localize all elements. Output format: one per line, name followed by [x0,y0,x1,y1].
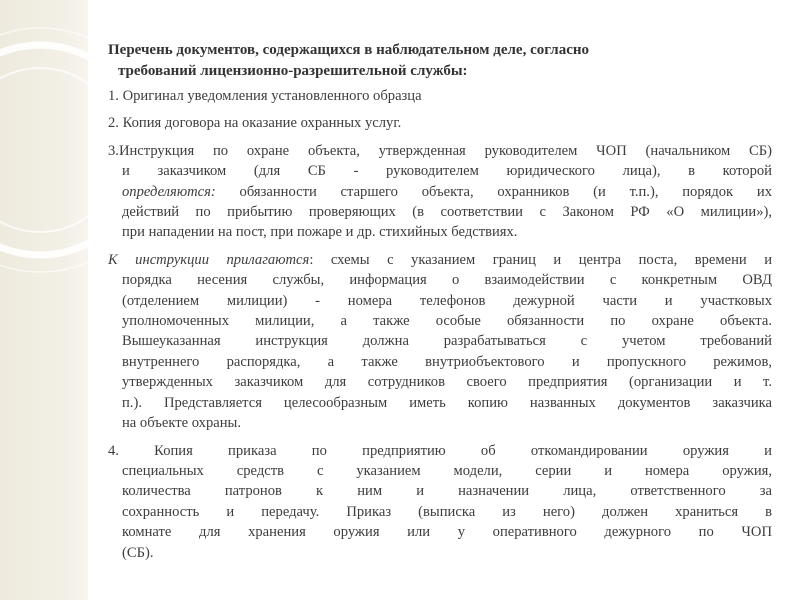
title-line-2: требований лицензионно-разрешительной службы: [118,63,468,79]
item4-line-3: количества патронов к ним и назначении лица, ответственного за [122,483,772,500]
attach-line-8: п.). Представляется целесообразным иметь копию названных документов заказчика [122,394,772,411]
item4-line-5: комнате для хранения оружия или у оперативного дежурного по ЧОП [122,524,772,541]
item3-line-3 [108,182,772,202]
attachments-paragraph [108,250,772,434]
list-item-2: 2. Копия договора на оказание охранных услуг. [108,115,402,132]
attach-line-5: Вышеуказанная инструкция должна разрабатываться с учетом требований [122,333,772,350]
item3-italic-word: определяются: [122,183,216,200]
item4-line-6: (СБ). [122,544,154,561]
item3-line-5: при нападении на пост, при пожаре и др. стихийных бедствиях. [122,224,518,241]
attach-line-2: порядка несения службы, информация о взаимодействии с конкретным ОВД [122,272,772,289]
item4-line-1: 4. Копия приказа по предприятию об откомандировании оружия и [108,442,772,459]
item4-line-2: специальных средств с указанием модели, серии и номера оружия, [122,462,772,479]
document-content [108,40,772,570]
attach-line-3: (отделением милиции) - номера телефонов дежурной части и участковых [122,292,772,309]
item3-line-1: 3.Инструкция по охране объекта, утвержденная руководителем ЧОП (начальником СБ) [108,142,772,159]
attach-label: К инструкции прилагаются [108,251,310,268]
list-item-4 [108,441,772,563]
decorative-left-band [0,0,88,600]
attach-line-9: на объекте охраны. [122,415,241,432]
item3-line-4: действий по прибытию проверяющих (в соответствии с Законом РФ «О милиции»), [122,204,772,221]
document-title [108,40,772,82]
attach-line-1-rest: : схемы с указанием границ и центра поста, времени и [309,251,773,268]
attach-line-1 [108,250,772,270]
attach-line-4: уполномоченных милиции, а также особые обязанности по охране объекта. [122,313,772,330]
attach-line-7: утвержденных заказчиком для сотрудников своего предприятия (организации и т. [122,374,772,391]
list-item-1: 1. Оригинал уведомления установленного образца [108,88,422,104]
attach-line-6: внутреннего распорядка, а также внутриобъектового и пропускного режимов, [122,353,772,370]
item3-line-2: и заказчиком (для СБ - руководителем юридического лица), в которой [122,163,772,180]
title-line-1: Перечень документов, содержащихся в наблюдательном деле, согласно [108,42,589,58]
item3-line-3-rest: обязанности старшего объекта, охранников (и т.п.), порядок их [215,183,772,200]
item4-line-4: сохранность и передачу. Приказ (выписка из него) должен храниться в [122,503,772,520]
list-item-3 [108,141,772,243]
